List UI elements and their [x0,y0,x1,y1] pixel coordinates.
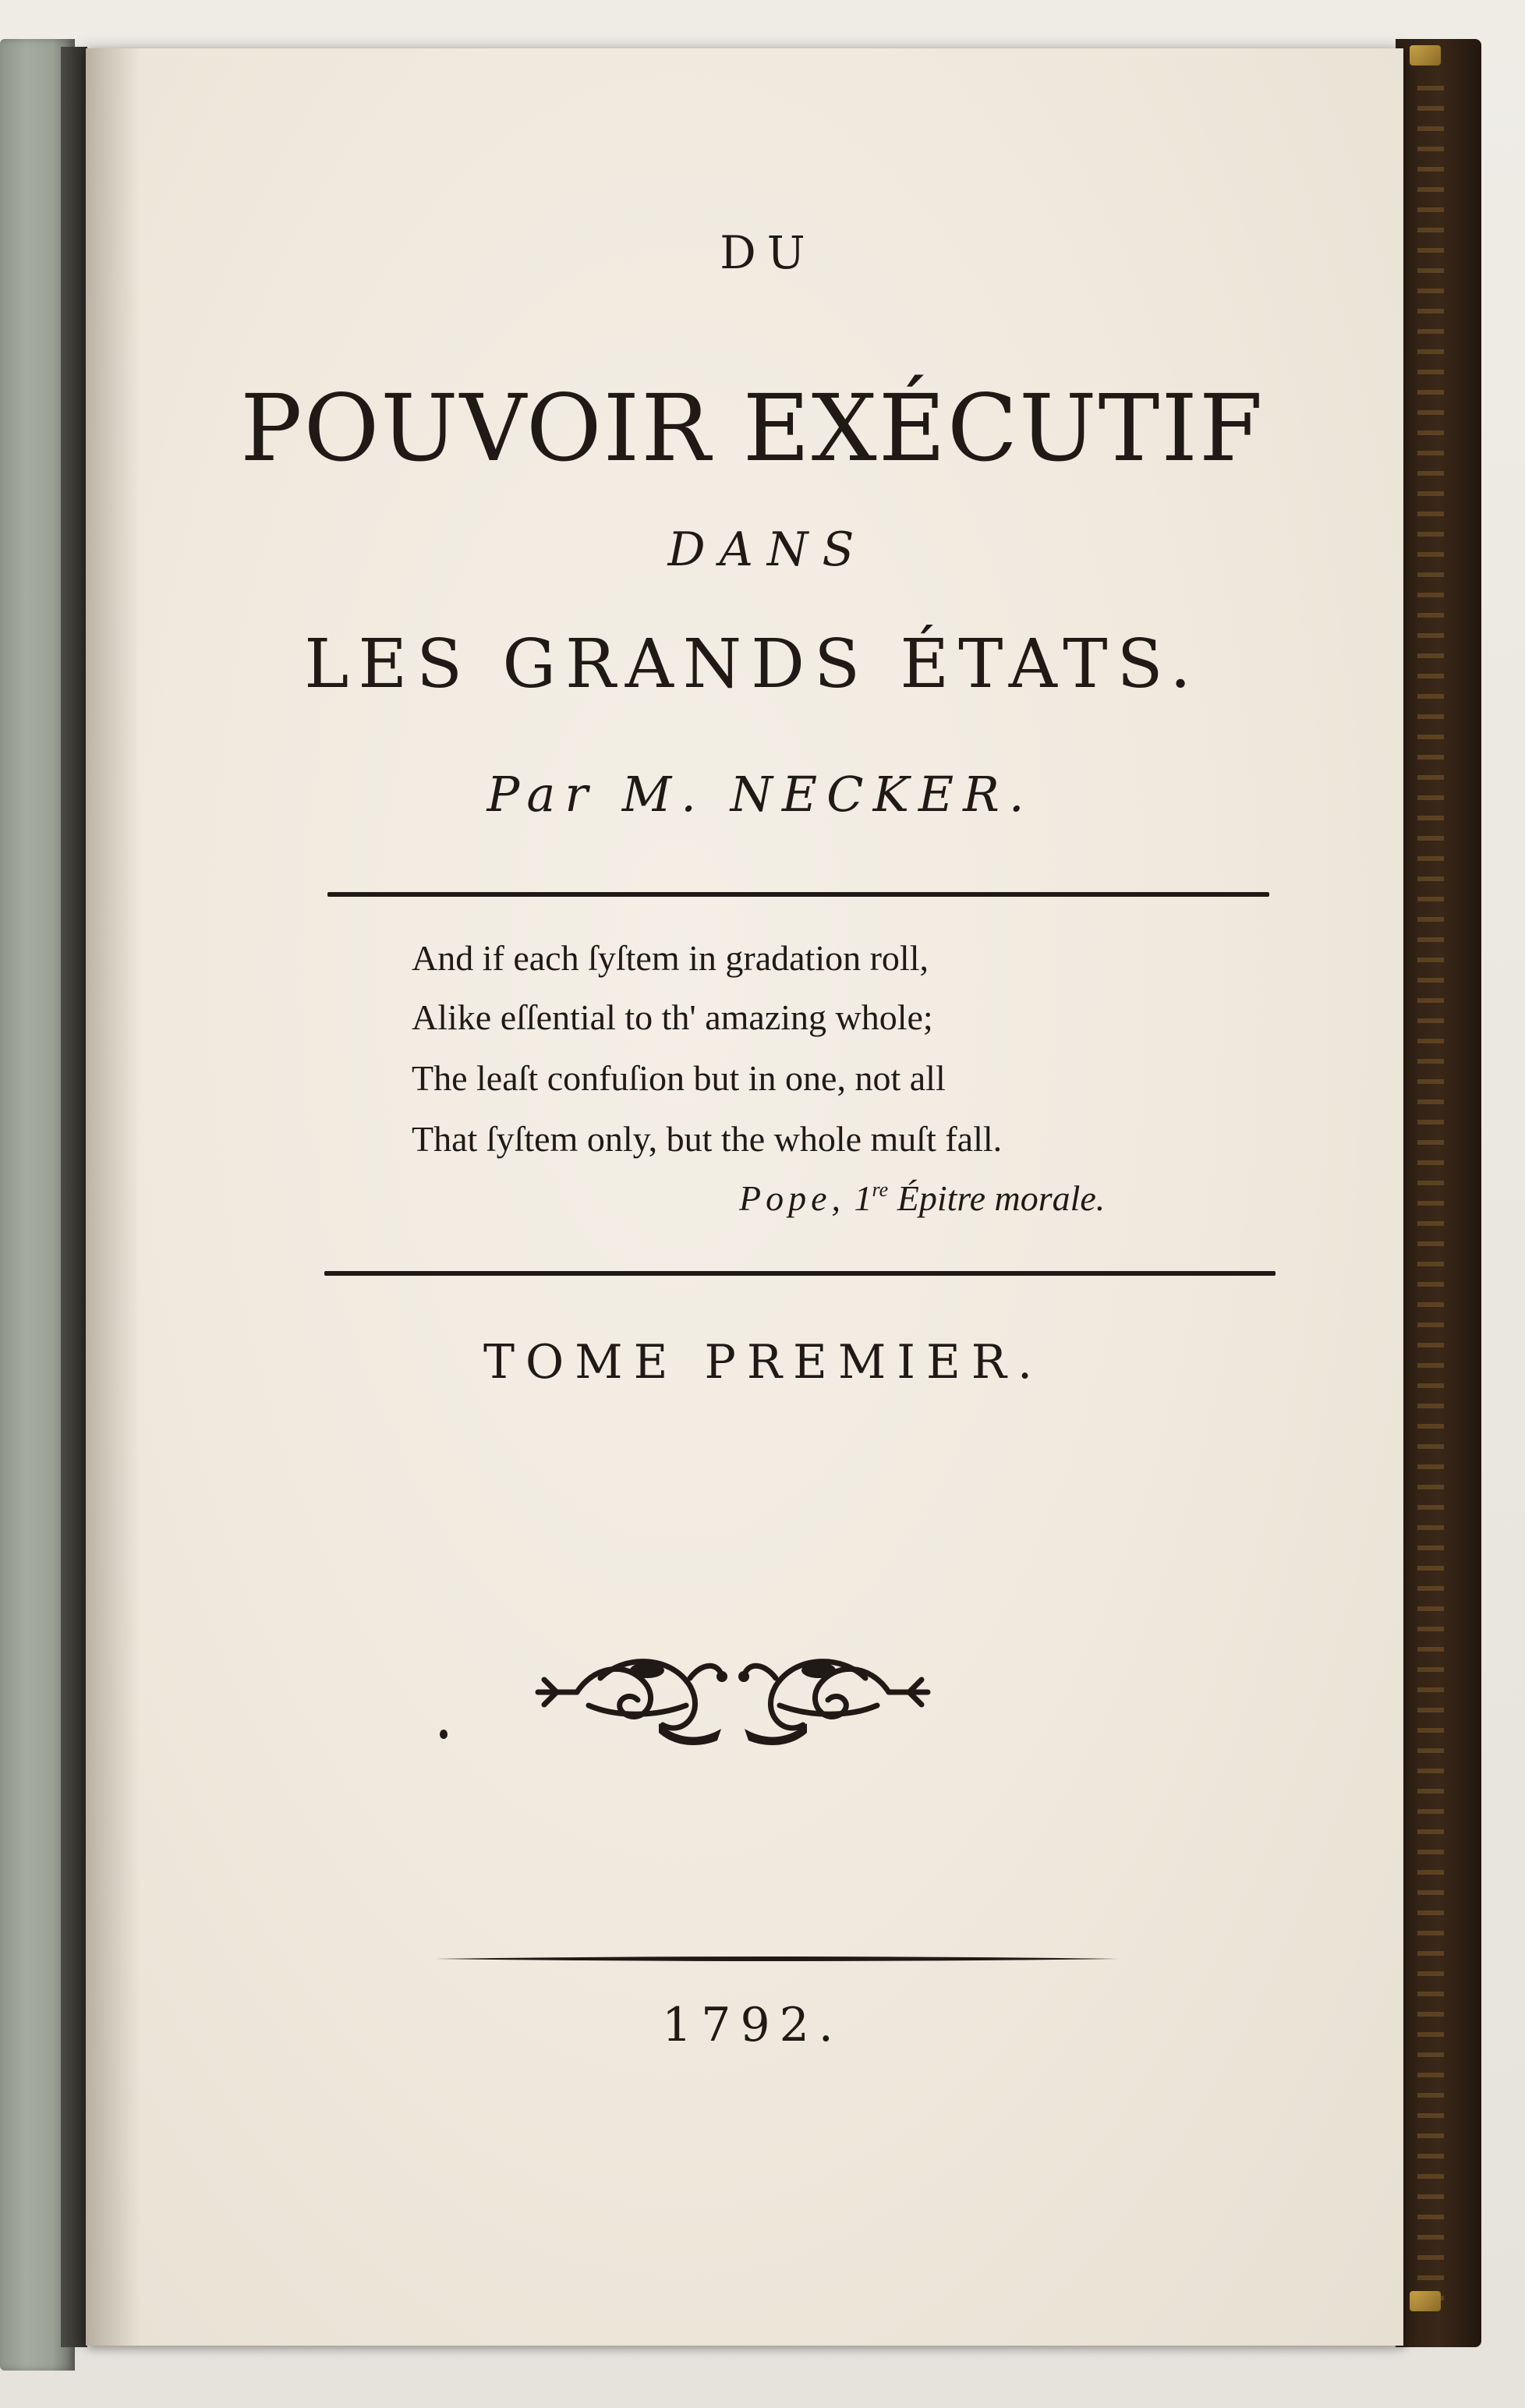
epigraph-attribution [739,1177,1105,1219]
fleuron-ornament-icon [522,1631,943,1748]
epigraph-line: And if each ſyſtem in gradation roll, [412,938,929,978]
attribution-author: Pope, [739,1178,846,1218]
gilt-corner-bottom [1410,2291,1441,2311]
rule-top [327,892,1269,897]
attribution-sup: re [872,1178,889,1201]
gilt-tooling [1417,86,1444,2300]
title-line-etats: LES GRANDS ÉTATS. [304,625,1201,703]
attribution-number: 1 [854,1178,872,1218]
title-line-pouvoir: POUVOIR EXÉCUTIF [240,374,1265,482]
author-line [86,766,1419,823]
volume-line: TOME PREMIER. [483,1335,1044,1390]
epigraph-line: That ſyſtem only, but the whole muſt fall. [412,1119,1003,1159]
title-line-du: DU [720,226,816,279]
attribution-work: Épitre morale. [897,1178,1106,1218]
epigraph-line: The leaſt confuſion but in one, not all [412,1058,946,1098]
epigraph-line: Alike eſſential to th' amazing whole; [412,997,933,1037]
gilt-corner-top [1410,45,1441,66]
author-name: M. NECKER. [621,766,1034,823]
publication-year: 1792. [662,1998,843,2052]
title-page [86,48,1403,2346]
title-line-dans: DANS [667,522,869,577]
ink-speck [440,1730,448,1739]
book-spine-edge [61,47,87,2347]
rule-year [435,1956,1118,1962]
author-par: Par [487,766,597,823]
rule-bottom [324,1271,1276,1276]
title-page-content [86,48,1403,2346]
